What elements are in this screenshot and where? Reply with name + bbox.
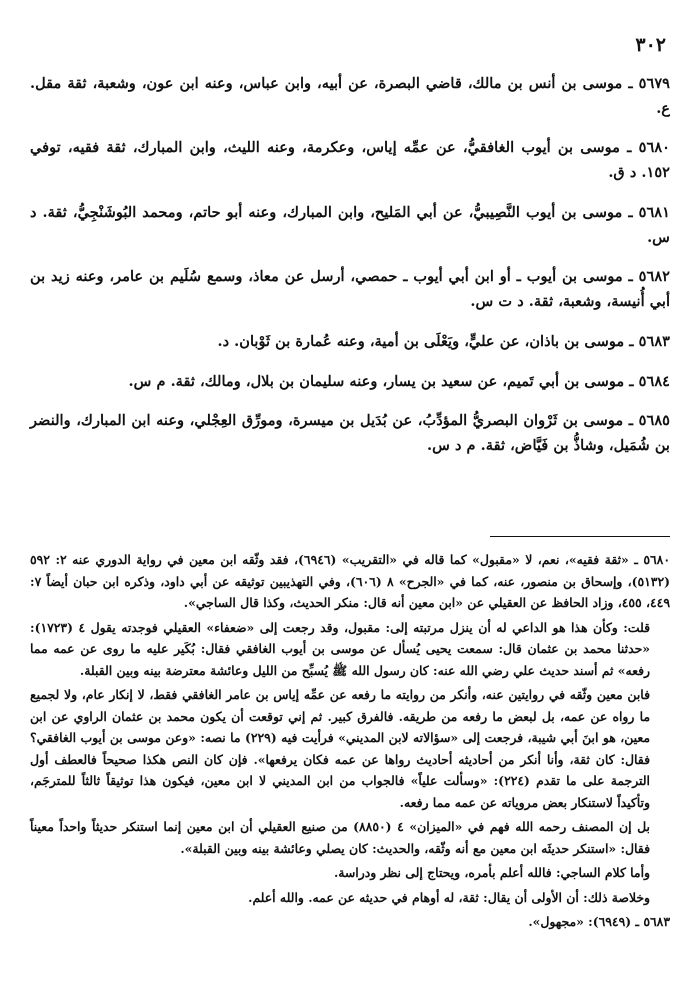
entry-number: ٥٦٨٢: [638, 268, 670, 286]
entry-text: موسى بن أيوب ـ أو ابن أبي أيوب ـ حمصي، أرسل عن معاذ، وسمع سُلَيم بن عامر، وعنه زيد بن أبي أُنيسة، وشعبة، ثقة. د ت س.: [30, 268, 670, 311]
entry-number: ٥٦٨٣: [638, 332, 670, 350]
entry-text: موسى بن أيوب الغافقيُّ، عن عمِّه إياس، وعكرمة، وعنه الليث، وابن المبارك، ثقة فقيه، توفي ١٥٢. د ق.: [30, 139, 670, 182]
entry-5681: ٥٦٨١ ـ موسى بن أيوب النَّصِيبيُّ، عن أبي المَليح، وابن المبارك، وعنه أبو حاتم، ومحمد البُوشَنْجِيُّ، ثقة. د س.: [30, 203, 670, 246]
footnote-divider: [490, 536, 670, 537]
biography-entries: [30, 71, 670, 459]
footnote-paragraph: بل إن المصنف رحمه الله فهم في «الميزان» ٤ (٨٨٥٠) من صنيع العقيلي أن ابن معين إنما استنكر حديثاً واحداً معيناً فقال: «استنكر حديثَه ابن معين مع أنه وثّقه، والحديث: كان يصلي وعائشة بينه وبين القبلة».: [30, 819, 650, 856]
entry-5684: ٥٦٨٤ ـ موسى بن أبي تَميم، عن سعيد بن يسار، وعنه سليمان بن بلال، ومالك، ثقة. م س.: [128, 372, 670, 390]
entry-text: موسى بن باذان، عن عليٍّ، ويَعْلَى بن أمية، وعنه عُمارة بن ثَوْبان. د.: [217, 332, 625, 350]
footnote-paragraph: قلت: وكأن هذا هو الداعي له أن ينزل مرتبته إلى: مقبول، وقد رجعت إلى «ضعفاء» العقيلي فوجدته يقول ٤ (١٧٢٣): «حدثنا محمد بن عثمان قال: سمعت يحيى يُسأل عن موسى بن أيوب الغافقي فقال: بُكَير عليه ما روى عن عمه مما رفعه» ثم أسند حديث علي رضي الله عنه: كان رسول الله ﷺ يُسبِّح من الليل وعائشة معترضة بينه وبين القبلة.: [30, 619, 650, 678]
footnote-paragraph: وخلاصة ذلك: أن الأولى أن يقال: ثقة، له أوهام في حديثه عن عمه. والله أعلم.: [248, 889, 650, 905]
entry-number: ٥٦٨٥: [638, 412, 670, 430]
entry-text: موسى بن أيوب النَّصِيبيُّ، عن أبي المَليح، وابن المبارك، وعنه أبو حاتم، ومحمد البُوشَنْجِيُّ، ثقة. د س.: [30, 203, 670, 246]
footnotes: [30, 549, 670, 933]
entry-number: ٥٦٨٠: [638, 139, 670, 157]
entry-5683: ٥٦٨٣ ـ موسى بن باذان، عن عليٍّ، ويَعْلَى بن أمية، وعنه عُمارة بن ثَوْبان. د.: [217, 332, 670, 350]
entry-text: موسى بن أبي تَميم، عن سعيد بن يسار، وعنه سليمان بن بلال، ومالك، ثقة. م س.: [128, 372, 625, 390]
entry-5682: ٥٦٨٢ ـ موسى بن أيوب ـ أو ابن أبي أيوب ـ حمصي، أرسل عن معاذ، وسمع سُلَيم بن عامر، وعنه زيد بن أبي أُنيسة، وشعبة، ثقة. د ت س.: [30, 268, 670, 311]
footnote-5680: ٥٦٨٠ ـ «ثقة فقيه»، نعم، لا «مقبول» كما قاله في «التقريب» (٦٩٤٦)، فقد وثّقه ابن معين في رواية الدوري عنه ٢: ٥٩٢ (٥١٣٢)، وإسحاق بن منصور، عنه، كما في «الجرح» ٨ (٦٠٦)، وفي التهذيبين توثيقه عن أبي داود، وذكره ابن حبان أيضاً ٧: ٤٤٩، ٤٥٥، وزاد الحافظ عن العقيلي عن «ابن معين أنه قال: منكر الحديث، وكذا قال الساجي».: [30, 552, 670, 611]
entry-5685: ٥٦٨٥ ـ موسى بن ثَرْوان البصريُّ المؤدِّبُ، عن بُدَيل بن ميسرة، ومورِّق العِجْلي، وعنه ابن المبارك، والنضر بن شُمَيل، وشاذُّ بن فَيَّاض، ثقة. م د س.: [30, 412, 670, 455]
entry-number: ٥٦٨٤: [638, 372, 670, 390]
entry-text: موسى بن أنس بن مالك، قاضي البصرة، عن أبيه، وابن عباس، وعنه ابن عون، وشعبة، ثقة مقل. ع.: [30, 74, 670, 117]
entry-text: موسى بن ثَرْوان البصريُّ المؤدِّبُ، عن بُدَيل بن ميسرة، ومورِّق العِجْلي، وعنه ابن المبارك، والنضر بن شُمَيل، وشاذُّ بن فَيَّاض، ثقة. م د س.: [30, 412, 670, 455]
entry-number: ٥٦٧٩: [638, 74, 670, 92]
entry-5680: ٥٦٨٠ ـ موسى بن أيوب الغافقيُّ، عن عمِّه إياس، وعكرمة، وعنه الليث، وابن المبارك، ثقة فقيه، توفي ١٥٢. د ق.: [30, 139, 670, 182]
footnote-paragraph: فابن معين وثّقه في روايتين عنه، وأنكر من روايته ما رفعه عن عمِّه إياس بن عامر الغافقي فقط، لا إنكار عام، ولا لجميع ما رواه عن عمه، بل لبعض ما رفعه من طريقه. فالفرق كبير. ثم إني توقعت أن يكون محمد بن عثمان الراوي عن ابن معين، هو ابنَ أبي شيبة، فرجعت إلى «سؤالاته لابن المديني» فرأيت فيه (٢٢٩) ما نصه: «وعن موسى بن أيوب الغافقي؟ فقال: كان ثقة، وأنا أنكر من أحاديثه أحاديث رواها عن عمه فكان يرفعها». فإن كان النص هكذا صحيحاً فالعطف أول الترجمة على ما تقدم (٢٢٤): «وسألت علياً» فالجواب من ابن المديني لا ابن معين، فيكون هذا توثيقاً ثالثاً للمترجَم، وتأكيداً لاستنكار بعض مروياته عن عمه مما رفعه.: [30, 687, 650, 810]
entry-5679: ٥٦٧٩ ـ موسى بن أنس بن مالك، قاضي البصرة، عن أبيه، وابن عباس، وعنه ابن عون، وشعبة، ثقة مقل. ع.: [30, 74, 670, 117]
entry-number: ٥٦٨١: [638, 203, 670, 221]
footnote-paragraph: وأما كلام الساجي: فالله أعلم بأمره، ويحتاج إلى نظر ودراسة.: [333, 865, 650, 881]
page-number: ٣٠٢: [635, 34, 666, 56]
footnote-5683: ٥٦٨٣ ـ (٦٩٤٩): «مجهول».: [528, 914, 670, 930]
